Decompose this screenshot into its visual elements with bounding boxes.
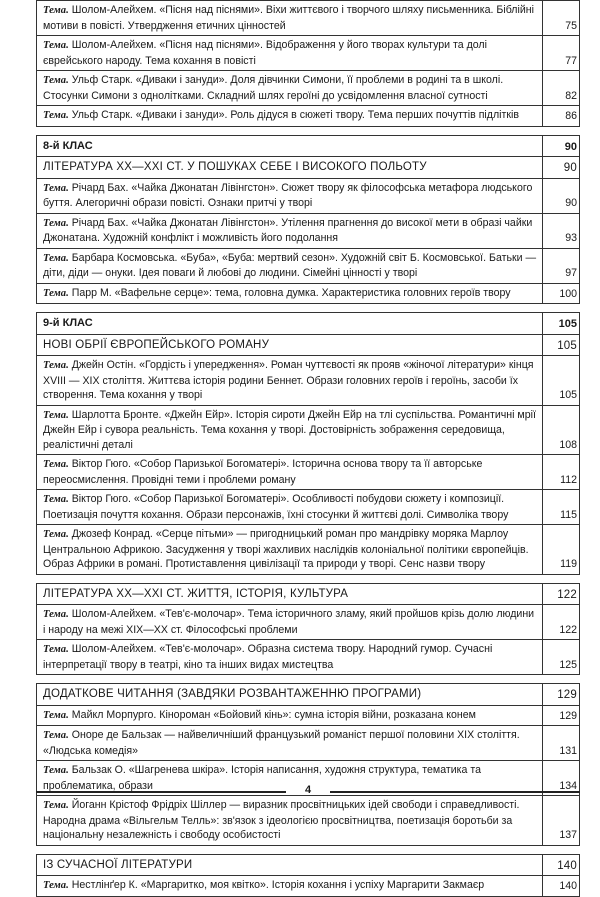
table-of-contents bbox=[36, 0, 580, 897]
toc-entry bbox=[37, 213, 580, 248]
page-ref: 108 bbox=[543, 405, 580, 455]
page-ref: 93 bbox=[543, 213, 580, 248]
topic-text: Віктор Гюго. «Собор Паризької Богоматері». Історична основа твору та її авторське переосмислення. Провідні теми і проблеми роману bbox=[43, 458, 483, 486]
section-gap bbox=[37, 304, 580, 313]
entry-title bbox=[37, 490, 543, 525]
toc-page bbox=[36, 0, 580, 897]
entry-title bbox=[37, 605, 543, 640]
topic-text: Барбара Космовська. «Буба», «Буба: мертвий сезон». Художній світ Б. Космовської. Батьки — діти, діди — онуки. Ідея поваги й любові до людини. Сімейні цінності у творі bbox=[43, 251, 537, 279]
page-ref: 129 bbox=[543, 705, 580, 726]
topic-label: Тема. bbox=[43, 409, 69, 421]
topic-text: Майкл Морпурго. Кінороман «Бойовий кінь»: сумна історія війни, розказана конем bbox=[71, 708, 476, 721]
entry-title bbox=[37, 796, 543, 846]
page-ref: 140 bbox=[543, 854, 580, 876]
footer-rule-left bbox=[36, 791, 286, 793]
toc-entry bbox=[37, 1, 580, 36]
topic-label: Тема. bbox=[43, 252, 69, 264]
page-ref: 112 bbox=[543, 455, 580, 490]
page-ref: 129 bbox=[543, 684, 580, 706]
page-ref: 86 bbox=[543, 106, 580, 127]
page-ref: 90 bbox=[543, 157, 580, 179]
topic-label: Тема. bbox=[43, 765, 69, 776]
entry-title bbox=[37, 705, 543, 726]
section-gap bbox=[37, 126, 580, 135]
gap-cell bbox=[37, 845, 580, 854]
entry-title bbox=[37, 876, 543, 897]
gap-cell bbox=[37, 675, 580, 684]
entry-title bbox=[37, 178, 543, 213]
entry-title bbox=[37, 213, 543, 248]
entry-title bbox=[37, 248, 543, 283]
page-ref: 137 bbox=[543, 796, 580, 846]
footer-rule-right bbox=[330, 791, 580, 793]
toc-entry bbox=[37, 455, 580, 490]
gap-cell bbox=[37, 126, 580, 135]
topic-text: Шолом-Алейхем. «Пісня над піснями». Віхи життєвого і творчого шляху письменника. Біблійні мотиви в повісті. Утвердження етичних цінностей bbox=[43, 4, 534, 32]
toc-entry bbox=[37, 283, 580, 304]
page-ref: 115 bbox=[543, 490, 580, 525]
page-ref: 134 bbox=[543, 761, 580, 796]
topic-label: Тема. bbox=[43, 529, 69, 540]
topic-label: Тема. bbox=[43, 709, 69, 721]
toc-entry bbox=[37, 605, 580, 640]
topic-text: Річард Бах. «Чайка Джонатан Лівінгстон». Сюжет твору як філософська метафора людського буття. Алегоричні образи повісті. Ознаки притчі у творі bbox=[43, 181, 533, 209]
page-ref: 122 bbox=[543, 605, 580, 640]
toc-entry bbox=[37, 248, 580, 283]
section-gap bbox=[37, 675, 580, 684]
topic-text: Парр М. «Вафельне серце»: тема, головна думка. Характеристика головних героїв твору bbox=[71, 286, 511, 299]
entry-title bbox=[37, 106, 543, 127]
gap-cell bbox=[37, 304, 580, 313]
topic-text: Віктор Гюго. «Собор Паризької Богоматері». Особливості побудови сюжету і композиції. Поетизація почуття кохання. Образи персонажів, їхні стосунки й життєві долі. Символіка твору bbox=[43, 493, 509, 521]
entry-title bbox=[37, 36, 543, 71]
page-ref: 75 bbox=[543, 1, 580, 36]
grade-heading bbox=[37, 313, 580, 335]
topic-label: Тема. bbox=[43, 40, 69, 51]
topic-text: Бальзак О. «Шагренева шкіра». Історія написання, художня структура, тематика та проблематика, образи bbox=[43, 764, 481, 792]
page-ref: 77 bbox=[543, 36, 580, 71]
section-heading bbox=[37, 854, 580, 876]
toc-entry bbox=[37, 525, 580, 575]
topic-label: Тема. bbox=[43, 730, 69, 741]
topic-label: Тема. bbox=[43, 217, 69, 229]
entry-title: НОВІ ОБРІЇ ЄВРОПЕЙСЬКОГО РОМАНУ bbox=[37, 334, 543, 356]
toc-entry bbox=[37, 178, 580, 213]
toc-entry bbox=[37, 705, 580, 726]
topic-label: Тема. bbox=[43, 880, 69, 891]
toc-entry bbox=[37, 796, 580, 846]
topic-label: Тема. bbox=[43, 644, 69, 655]
entry-title bbox=[37, 405, 543, 455]
toc-entry bbox=[37, 640, 580, 675]
toc-entry bbox=[37, 405, 580, 455]
topic-label: Тема. bbox=[43, 459, 69, 470]
entry-title: 9-й КЛАС bbox=[37, 313, 543, 335]
topic-text: Шолом-Алейхем. «Тев'є-молочар». Тема історичного зламу, який пройшов крізь долю людини і народу на межі XIX—XX ст. Філософські проблеми bbox=[43, 608, 535, 636]
topic-text: Шолом-Алейхем. «Тев'є-молочар». Образна система твору. Народний гумор. Сучасні інтерпретації твору в театрі, кіно та інших видах мистецтва bbox=[43, 643, 493, 671]
entry-title: ЛІТЕРАТУРА XX—XXI СТ. У ПОШУКАХ СЕБЕ І ВИСОКОГО ПОЛЬОТУ bbox=[37, 157, 543, 179]
page-ref: 122 bbox=[543, 583, 580, 605]
section-heading bbox=[37, 583, 580, 605]
section-heading bbox=[37, 334, 580, 356]
page-ref: 105 bbox=[543, 313, 580, 335]
topic-text: Ульф Старк. «Диваки і зануди». Роль дідуся в сюжеті твору. Тема перших почуттів підлітків bbox=[71, 109, 519, 121]
page-ref: 97 bbox=[543, 248, 580, 283]
section-heading bbox=[37, 684, 580, 706]
topic-label: Тема. bbox=[43, 609, 69, 620]
entry-title: ЛІТЕРАТУРА XX—XXI СТ. ЖИТТЯ, ІСТОРІЯ, КУЛЬТУРА bbox=[37, 583, 543, 605]
topic-label: Тема. bbox=[43, 494, 69, 505]
topic-label: Тема. bbox=[43, 75, 69, 86]
gap-cell bbox=[37, 574, 580, 583]
topic-text: Шарлотта Бронте. «Джейн Ейр». Історія сироти Джейн Ейр на тлі суспільства. Романтичні мрії Джейн Ейр і сувора реальність. Тема кохання у творі. Достовірність зображення середовища, реалістичні деталі bbox=[43, 408, 536, 451]
page-number: 4 bbox=[304, 784, 312, 796]
entry-title bbox=[37, 455, 543, 490]
entry-title bbox=[37, 71, 543, 106]
entry-title bbox=[37, 283, 543, 304]
entry-title bbox=[37, 640, 543, 675]
toc-entry bbox=[37, 876, 580, 897]
entry-title: 8-й КЛАС bbox=[37, 135, 543, 157]
toc-entry bbox=[37, 106, 580, 127]
entry-title: ДОДАТКОВЕ ЧИТАННЯ (ЗАВДЯКИ РОЗВАНТАЖЕННЮ ПРОГРАМИ) bbox=[37, 684, 543, 706]
page-ref: 82 bbox=[543, 71, 580, 106]
page-ref: 119 bbox=[543, 525, 580, 575]
topic-text: Шолом-Алейхем. «Пісня над піснями». Відображення у його творах культури та долі єврейського народу. Тема кохання в повісті bbox=[43, 39, 487, 67]
toc-entry bbox=[37, 490, 580, 525]
page-ref: 90 bbox=[543, 135, 580, 157]
toc-body bbox=[37, 1, 580, 897]
page-ref: 100 bbox=[543, 283, 580, 304]
topic-text: Джозеф Конрад. «Серце пітьми» — пригодницький роман про мандрівку моряка Марлоу Центральною Африкою. Засудження у творі жахливих наслідків колоніальної політики європейців. Образ Африки в романі. Протиставлення цивілізації та природи у творі. Сенс назви твору bbox=[43, 528, 529, 570]
toc-entry bbox=[37, 356, 580, 406]
topic-label: Тема. bbox=[43, 110, 69, 121]
topic-label: Тема. bbox=[43, 800, 69, 811]
entry-title bbox=[37, 726, 543, 761]
topic-text: Нестлінґер К. «Маргаритко, моя квітко». Історія кохання і успіху Маргарити Закмаєр bbox=[71, 879, 485, 891]
topic-text: Оноре де Бальзак — найвеличніший французький романіст першої половини XIX століття. «Людська комедія» bbox=[43, 729, 520, 757]
toc-entry bbox=[37, 36, 580, 71]
topic-label: Тема. bbox=[43, 360, 69, 371]
page-ref: 131 bbox=[543, 726, 580, 761]
topic-label: Тема. bbox=[43, 182, 69, 194]
toc-entry bbox=[37, 71, 580, 106]
page-ref: 90 bbox=[543, 178, 580, 213]
entry-title bbox=[37, 356, 543, 406]
toc-entry bbox=[37, 726, 580, 761]
page-ref: 140 bbox=[543, 876, 580, 897]
topic-text: Джейн Остін. «Гордість і упередження». Роман чуттєвості як прояв «жіночої літератури» кінця XVIII — XIX століття. Життєва історія родини Беннет. Образи головних героїв і героїнь, засоби їх створення. Тема кохання у творі bbox=[43, 359, 534, 401]
entry-title bbox=[37, 1, 543, 36]
section-heading bbox=[37, 157, 580, 179]
section-gap bbox=[37, 574, 580, 583]
grade-heading bbox=[37, 135, 580, 157]
entry-title bbox=[37, 525, 543, 575]
page-footer bbox=[36, 784, 580, 800]
page-ref: 105 bbox=[543, 334, 580, 356]
topic-label: Тема. bbox=[43, 287, 69, 299]
topic-text: Річард Бах. «Чайка Джонатан Лівінгстон». Утілення прагнення до високої мети в образі чайки Джонатана. Художній конфлікт і можливість його подолання bbox=[43, 216, 533, 244]
topic-label: Тема. bbox=[43, 5, 69, 16]
page-ref: 105 bbox=[543, 356, 580, 406]
topic-text: Йоганн Крістоф Фрідріх Шіллер — виразник просвітницьких ідей свободи і справедливості. Народна драма «Вільгельм Телль»: зв'язок з ідеологією просвітництва, поетизація боротьби за національну незалежність і свободу особистості bbox=[43, 799, 520, 841]
section-gap bbox=[37, 845, 580, 854]
topic-text: Ульф Старк. «Диваки і зануди». Доля дівчинки Симони, її проблеми в родині та в школі. Стосунки Симони з однолітками. Складний шлях героїні до усвідомлення власної сутності bbox=[43, 74, 504, 102]
page-ref: 125 bbox=[543, 640, 580, 675]
entry-title: ІЗ СУЧАСНОЇ ЛІТЕРАТУРИ bbox=[37, 854, 543, 876]
